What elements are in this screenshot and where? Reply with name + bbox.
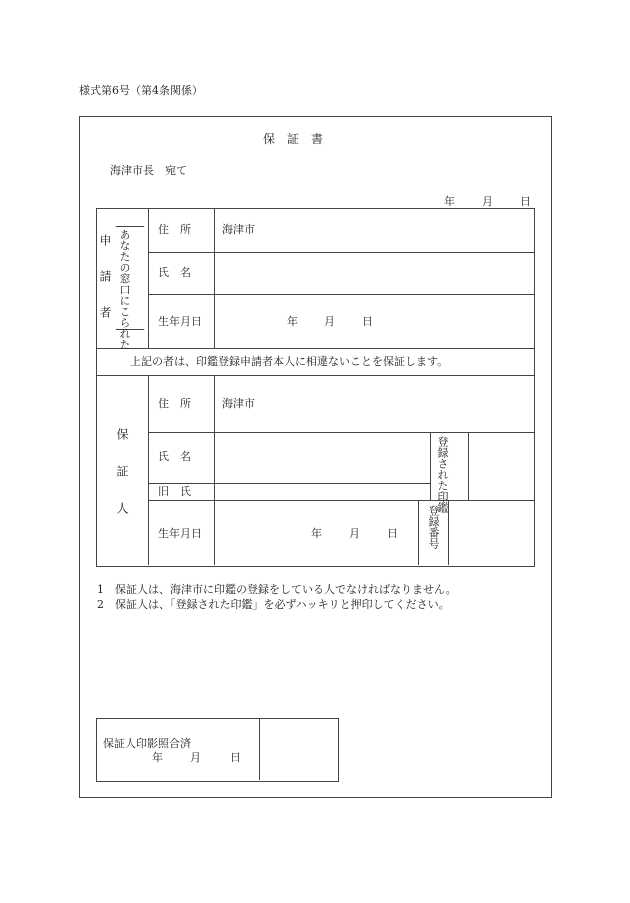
date-month: 月: [482, 195, 493, 208]
applicant-dob-year: 年: [287, 315, 298, 328]
date-day: 日: [520, 195, 531, 208]
applicant-name-label: 氏 名: [158, 266, 191, 279]
guarantor-dob-month: 月: [349, 527, 360, 540]
applicant-address-value[interactable]: 海津市: [222, 223, 255, 236]
bracket-note: あなたの窓口にこられた: [118, 229, 131, 350]
guarantor-name-label: 氏 名: [158, 450, 191, 463]
registration-number-field[interactable]: [450, 502, 532, 563]
verification-year: 年: [152, 751, 163, 764]
note-2: 2 保証人は、「登録された印鑑」を必ずハッキリと押印してください。: [97, 598, 450, 611]
applicant-name-field[interactable]: [216, 254, 532, 292]
form-number: 様式第6号（第4条関係）: [79, 84, 203, 97]
verification-stamp-box[interactable]: [261, 720, 336, 779]
guarantor-dob-label: 生年月日: [158, 527, 202, 540]
guarantor-old-name-field[interactable]: [216, 485, 428, 499]
guarantor-address-value[interactable]: 海津市: [222, 397, 255, 410]
verification-label: 保証人印影照合済: [103, 737, 191, 750]
guarantor-dob-day: 日: [387, 527, 398, 540]
guarantor-section-label: 保 証 人: [115, 428, 129, 514]
registration-number-label: 登録番号: [427, 505, 440, 549]
verification-day: 日: [230, 751, 241, 764]
date-year: 年: [444, 195, 455, 208]
applicant-dob-label: 生年月日: [158, 315, 202, 328]
guarantor-address-label: 住 所: [158, 397, 191, 410]
guarantor-name-field[interactable]: [216, 434, 428, 481]
page-title: 保 証 書: [263, 132, 324, 146]
applicant-section-label: 申 請 者: [98, 234, 112, 318]
note-1: 1 保証人は、海津市に印鑑の登録をしている人でなければなりません。: [97, 583, 457, 596]
guarantor-dob-year: 年: [311, 527, 322, 540]
guarantor-old-name-label: 旧 氏: [158, 485, 191, 498]
applicant-dob-day: 日: [362, 315, 373, 328]
guarantee-statement: 上記の者は、印鑑登録申請者本人に相違ないことを保証します。: [130, 355, 449, 368]
registered-seal-box[interactable]: [470, 434, 532, 498]
addressee: 海津市長 宛て: [110, 164, 187, 177]
registered-seal-label: 登録された印鑑: [436, 436, 449, 513]
applicant-address-label: 住 所: [158, 223, 191, 236]
applicant-dob-month: 月: [324, 315, 335, 328]
verification-month: 月: [190, 751, 201, 764]
